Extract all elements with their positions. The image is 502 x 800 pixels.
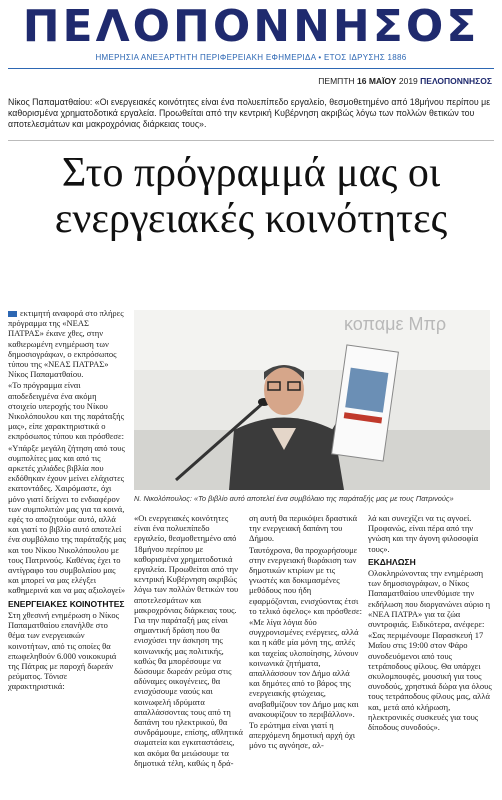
col1-paragraph-4: Στη χθεσινή ενημέρωση ο Νίκος Παπαματθαίου επανήλθε στο θέμα των ενεργειακών κοινοτήτων, από τις οποίες θα επωφεληθούν 6.000 νοικοκυριά της Πάτρας με παροχή δωρεάν ρεύματος. Τόνισε χαρακτηριστικά: <box>8 609 119 692</box>
dateline-paper: ΠΕΛΟΠΟΝΝΗΣΟΣ <box>420 76 492 86</box>
article-column-1 <box>8 308 126 693</box>
col4-paragraph-3: «Σας περιμένουμε Παρασκευή 17 Μαΐου στις 19:00 στον Φάρο συνοδευόμενοι από τους τετράποδους φίλους. Θα υπάρχει σκυλομπουφές, μουσική για τους συνοδούς, χρηστικά δώρα για όλους τους τετράποδους φίλους μας, αλλά και, μετά από κλήρωση, ηλεκτρονικές συσκευές για τους δίποδους συνοδούς». <box>368 630 492 733</box>
dateline <box>318 76 492 86</box>
dateline-day: ΠΕΜΠΤΗ <box>318 76 355 86</box>
article-column-2 <box>134 513 243 769</box>
col3-paragraph-1: ση αυτή θα περικόψει δραστικά την ενεργειακή δαπάνη του Δήμου. <box>249 513 358 544</box>
photo-caption: Ν. Νικολόπουλος: «Το βιβλίο αυτό αποτελεί ένα συμβόλαιο της παράταξής μας με τους Πατρινούς» <box>134 494 454 503</box>
lead-quote: Νίκος Παπαματθαίου: «Οι ενεργειακές κοινότητες είναι ένα πολυεπίπεδο εργαλείο, θεσμοθετημένο από 18μήνου περίπου με καθορισμένα χρηματοδοτικά εργαλεία. Προωθείται από την κεντρική Κυβέρνηση ακριβώς λόγω των πολλών θετικών του αποτελεσμάτων και μακροχρόνιας διάρκειας τους». <box>8 97 491 129</box>
col4-paragraph-1: λά και συνεχίζει να τις αγνοεί. Προφανώς, είναι πέρα από την γνώση και την άγονη φιλοσοφία τους». <box>368 513 479 554</box>
masthead-title: ΠΕΛΟΠΟΝΝΗΣΟΣ <box>22 1 480 52</box>
subhead-event: ΕΚΔΗΛΩΣΗ <box>368 556 416 567</box>
article-column-3 <box>249 513 362 752</box>
dateline-date: 16 ΜΑΪΟΥ <box>357 76 397 86</box>
lead-divider <box>8 140 494 141</box>
dateline-year: 2019 <box>398 76 418 86</box>
col4-paragraph-2: Ολοκληρώνοντας την ενημέρωση των δημοσιογράφων, ο Νίκος Παπαματθαίου υπενθύμισε την εκδήλωση που διοργανώνει αύριο η «ΝΕΑ ΠΑΤΡΑ» για τα ζώα συντροφιάς. Ειδικότερα, ανέφερε: <box>368 568 491 630</box>
col2-paragraph-1: «Οι ενεργειακές κοινότητες είναι ένα πολυεπίπεδο εργαλείο, θεσμοθετημένο από 18μήνου περίπου με καθορισμένα χρηματοδοτικά εργαλεία. Προωθείται από την κεντρική Κυβέρνηση ακριβώς λόγω των πολλών θετικών του αποτελεσμάτων και μακροχρόνιας διάρκειας τους. Για την παράταξή μας είναι σημαντική δράση που θα ενισχύσει την άσκηση της κοινωνικής μας πολιτικής, καθώς θα μπορέσουμε να δώσουμε δωρεάν ρεύμα στις αδύναμες οικογένειες, θα ενισχύσουμε ναούς και κοινωφελή ιδρύματα απαλλάσσοντας τους από τη δαπάνη του ηλεκτρικού, θα συνδράμουμε, επίσης, αθλητικά σωματεία και εγκαταστάσεις, και ακόμα θα μειώσουμε τα δημοτικά τέλη, καθώς η δρά- <box>134 513 243 768</box>
article-column-4 <box>368 513 492 733</box>
dropcap-marker <box>8 311 17 317</box>
photo-wall-text: κοπαμε Μπρ <box>344 314 447 334</box>
subhead-energy-communities: ΕΝΕΡΓΕΙΑΚΕΣ ΚΟΙΝΟΤΗΤΕΣ <box>8 598 125 609</box>
col1-paragraph-2: «Το πρόγραμμα είναι αποδεδειγμένα ένα ακόμη στοιχείο υπεροχής του Νίκου Νικολόπουλου και της παράταξής μας», είπε χαρακτηριστικά ο εκπρόσωπος τύπου και πρόσθεσε: <box>8 380 124 442</box>
col3-paragraph-4: Το ερώτημα είναι γιατί η απερχόμενη δημοτική αρχή όχι μόνο τις αγνόησε, αλ- <box>249 720 356 751</box>
col1-paragraph-3: «Υπάρξε μεγάλη ζήτηση από τους συμπολίτες μας και από τις αρκετές χιλιάδες βιβλία που εκδόθηκαν έχουν μείνει ελάχιστες εκατοντάδες. Χαιρόμαστε, όχι μόνο γιατί δείχνει το ενδιαφέρον των συμπολιτών μας για τα κοινά, εφές το αποζητούμε αυτό, αλλά και γιατί το βιβλίο αυτό αποτελεί ένα συμβόλαιο της παράταξής μας και του Νίκου Νικολόπουλου με τους Πατρινούς. Καθένας έχει το αντίγραφο του συμβολαίου μας και μπορεί να μας ελέγξει καθημερινά και να μας αξιολογεί» <box>8 442 126 596</box>
masthead-subtitle: ΗΜΕΡΗΣΙΑ ΑΝΕΞΑΡΤΗΤΗ ΠΕΡΙΦΕΡΕΙΑΚΗ ΕΦΗΜΕΡΙΔΑ • ΕΤΟΣ ΙΔΡΥΣΗΣ 1886 <box>95 53 407 62</box>
headline: Στο πρόγραμμά μας οι ενεργειακές κοινότητες <box>54 150 448 242</box>
masthead <box>0 0 502 70</box>
col3-paragraph-3: «Με λίγα λόγια δύο συγχρονισμένες ενέργειες, αλλά και η κάθε μία μόνη της, απλές και ταχείας υλοποίησης, λύνουν κοινωνικά ζητήματα, απαλλάσσουν τον Δήμο αλλά και δημότες από το βάρος της ενεργειακής φτώχειας, αναβαθμίζουν τον Δήμο μας και ανακουφίζουν το περιβάλλον». <box>249 617 359 719</box>
col3-paragraph-2: Ταυτόχρονα, θα προχωρήσουμε στην ενεργειακή θωράκιση των δημοτικών κτιρίων με τις γνωστές και δοκιμασμένες μεθόδους που ήδη εφαρμόζονται, ενισχύοντας έτσι το τελικό όφελος» και πρόσθεσε: <box>249 544 362 616</box>
masthead-rule <box>8 68 494 69</box>
article-photo <box>134 310 490 490</box>
photo-illustration <box>134 310 490 490</box>
col1-paragraph-1: εκτιμητή αναφορά στο πλήρες πρόγραμμα της «ΝΕΑΣ ΠΑΤΡΑΣ» έκανε χθες, στην καθιερωμένη ενημέρωση των δημοσιογράφων, ο εκπρόσωπος τύπου της «ΝΕΑΣ ΠΑΤΡΑΣ» Νίκος Παπαματθαίου. <box>8 308 124 380</box>
